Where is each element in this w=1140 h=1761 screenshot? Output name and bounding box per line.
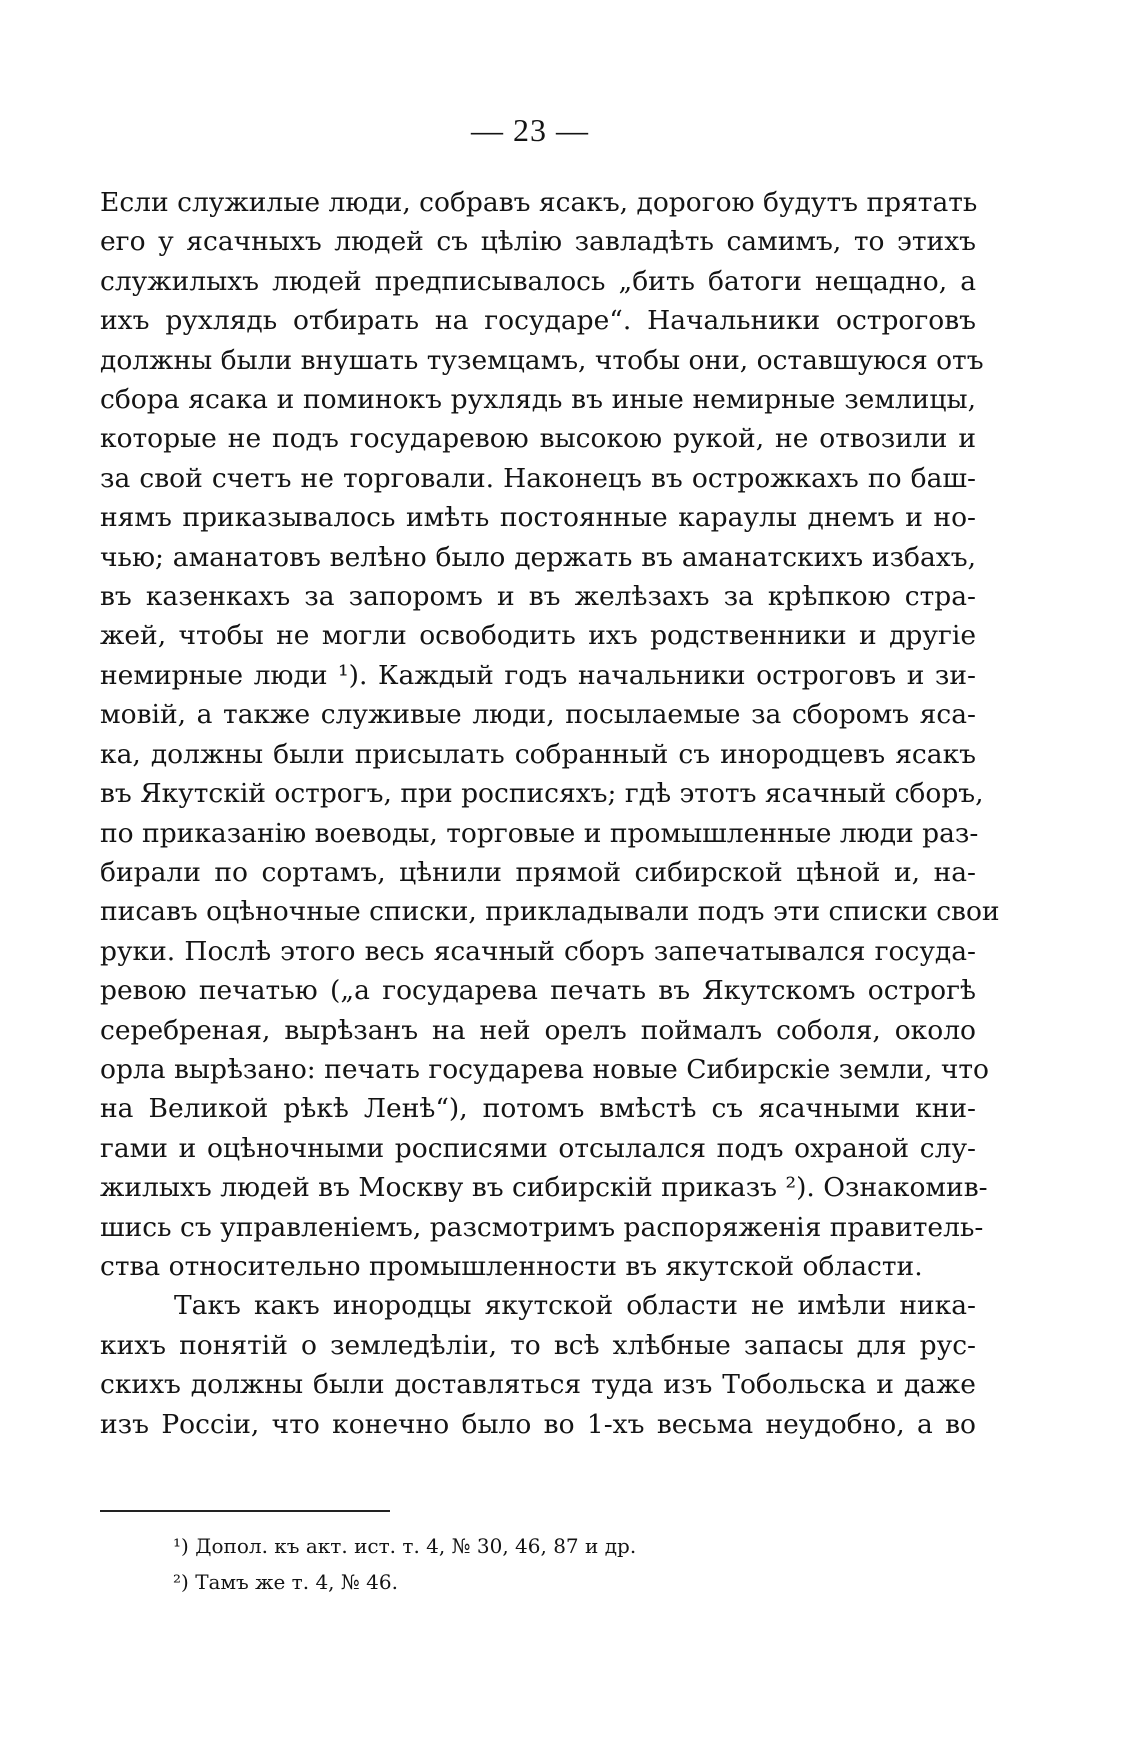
footnote-2: [173, 1564, 636, 1600]
text-line: бирали по сортамъ, цѣнили прямой сибирской цѣной и, на-: [100, 856, 976, 888]
text-line: въ Якутскій острогъ, при росписяхъ; гдѣ этотъ ясачный сборъ,: [100, 778, 984, 810]
text-line: жей, чтобы не могли освободить ихъ родственники и другіе: [100, 620, 976, 652]
text-line: въ казенкахъ за запоромъ и въ желѣзахъ за крѣпкою стра-: [100, 581, 976, 613]
footnote-mark: ¹): [173, 1534, 189, 1558]
text-line: служилыхъ людей предписывалось „бить батоги нещадно, а: [100, 265, 976, 297]
text-line: гами и оцѣночными росписями отсылался подъ охраной слу-: [100, 1132, 976, 1164]
footnotes: [173, 1528, 636, 1600]
text-line: по приказанію воеводы, торговые и промышленные люди раз-: [100, 817, 979, 849]
footnote-divider: [100, 1510, 390, 1512]
text-line: ка, должны были присылать собранный съ инородцевъ ясакъ: [100, 738, 976, 770]
text-line: кихъ понятій о земледѣліи, то всѣ хлѣбные запасы для рус-: [100, 1329, 976, 1361]
text-line: нямъ приказывалось имѣть постоянные караулы днемъ и но-: [100, 502, 976, 534]
text-line: ихъ рухлядь отбирать на государе“. Начальники остроговъ: [100, 305, 976, 337]
paragraph-start-line: Такъ какъ инородцы якутской области не имѣли ника-: [174, 1290, 976, 1322]
footnote-mark: ²): [173, 1570, 189, 1594]
text-line: которые не подъ государевою высокою рукой, не отвозили и: [100, 423, 976, 455]
text-line: немирные люди ¹). Каждый годъ начальники остроговъ и зи-: [100, 659, 976, 691]
text-line: ревою печатью („а государева печать въ Якутскомъ острогѣ: [100, 975, 976, 1007]
text-line: сбора ясака и поминокъ рухлядь въ иные немирные землицы,: [100, 384, 976, 416]
text-line: изъ Россіи, что конечно было во 1-хъ весьма неудобно, а во: [100, 1408, 976, 1440]
text-line: жилыхъ людей въ Москву въ сибирскій приказъ ²). Ознакомив-: [100, 1172, 988, 1204]
body-text: [100, 183, 1000, 1444]
footnote-text: Тамъ же т. 4, № 46.: [195, 1570, 398, 1594]
text-line: руки. Послѣ этого весь ясачный сборъ запечатывался госуда-: [100, 935, 976, 967]
text-line: за свой счетъ не торговали. Наконецъ въ острожкахъ по баш-: [100, 462, 976, 494]
footnote-1: [173, 1528, 636, 1564]
text-line: орла вырѣзано: печать государева новые Сибирскіе земли, что: [100, 1053, 989, 1085]
text-line: скихъ должны были доставляться туда изъ Тобольска и даже: [100, 1369, 976, 1401]
text-line: Если служилые люди, собравъ ясакъ, дорогою будутъ прятать: [100, 187, 978, 218]
text-line: на Великой рѣкѣ Ленѣ“), потомъ вмѣстѣ съ ясачными кни-: [100, 1093, 976, 1125]
text-line: шись съ управленіемъ, разсмотримъ распоряженія правитель-: [100, 1211, 984, 1243]
text-line: его у ясачныхъ людей съ цѣлію завладѣть самимъ, то этихъ: [100, 226, 976, 258]
text-line: чью; аманатовъ велѣно было держать въ аманатскихъ избахъ,: [100, 541, 976, 573]
text-line: мовій, а также служивые люди, посылаемые за сборомъ яса-: [100, 699, 976, 731]
text-line: должны были внушать туземцамъ, чтобы они, оставшуюся отъ: [100, 344, 984, 376]
text-line: писавъ оцѣночные списки, прикладывали подъ эти списки свои: [100, 896, 1000, 928]
footnote-text: Допол. къ акт. ист. т. 4, № 30, 46, 87 и др.: [195, 1534, 637, 1558]
text-line: серебреная, вырѣзанъ на ней орелъ поймалъ соболя, около: [100, 1014, 976, 1046]
paragraph-end-line: ства относительно промышленности въ якутской области.: [100, 1250, 923, 1282]
page-number: — 23 —: [471, 112, 589, 148]
